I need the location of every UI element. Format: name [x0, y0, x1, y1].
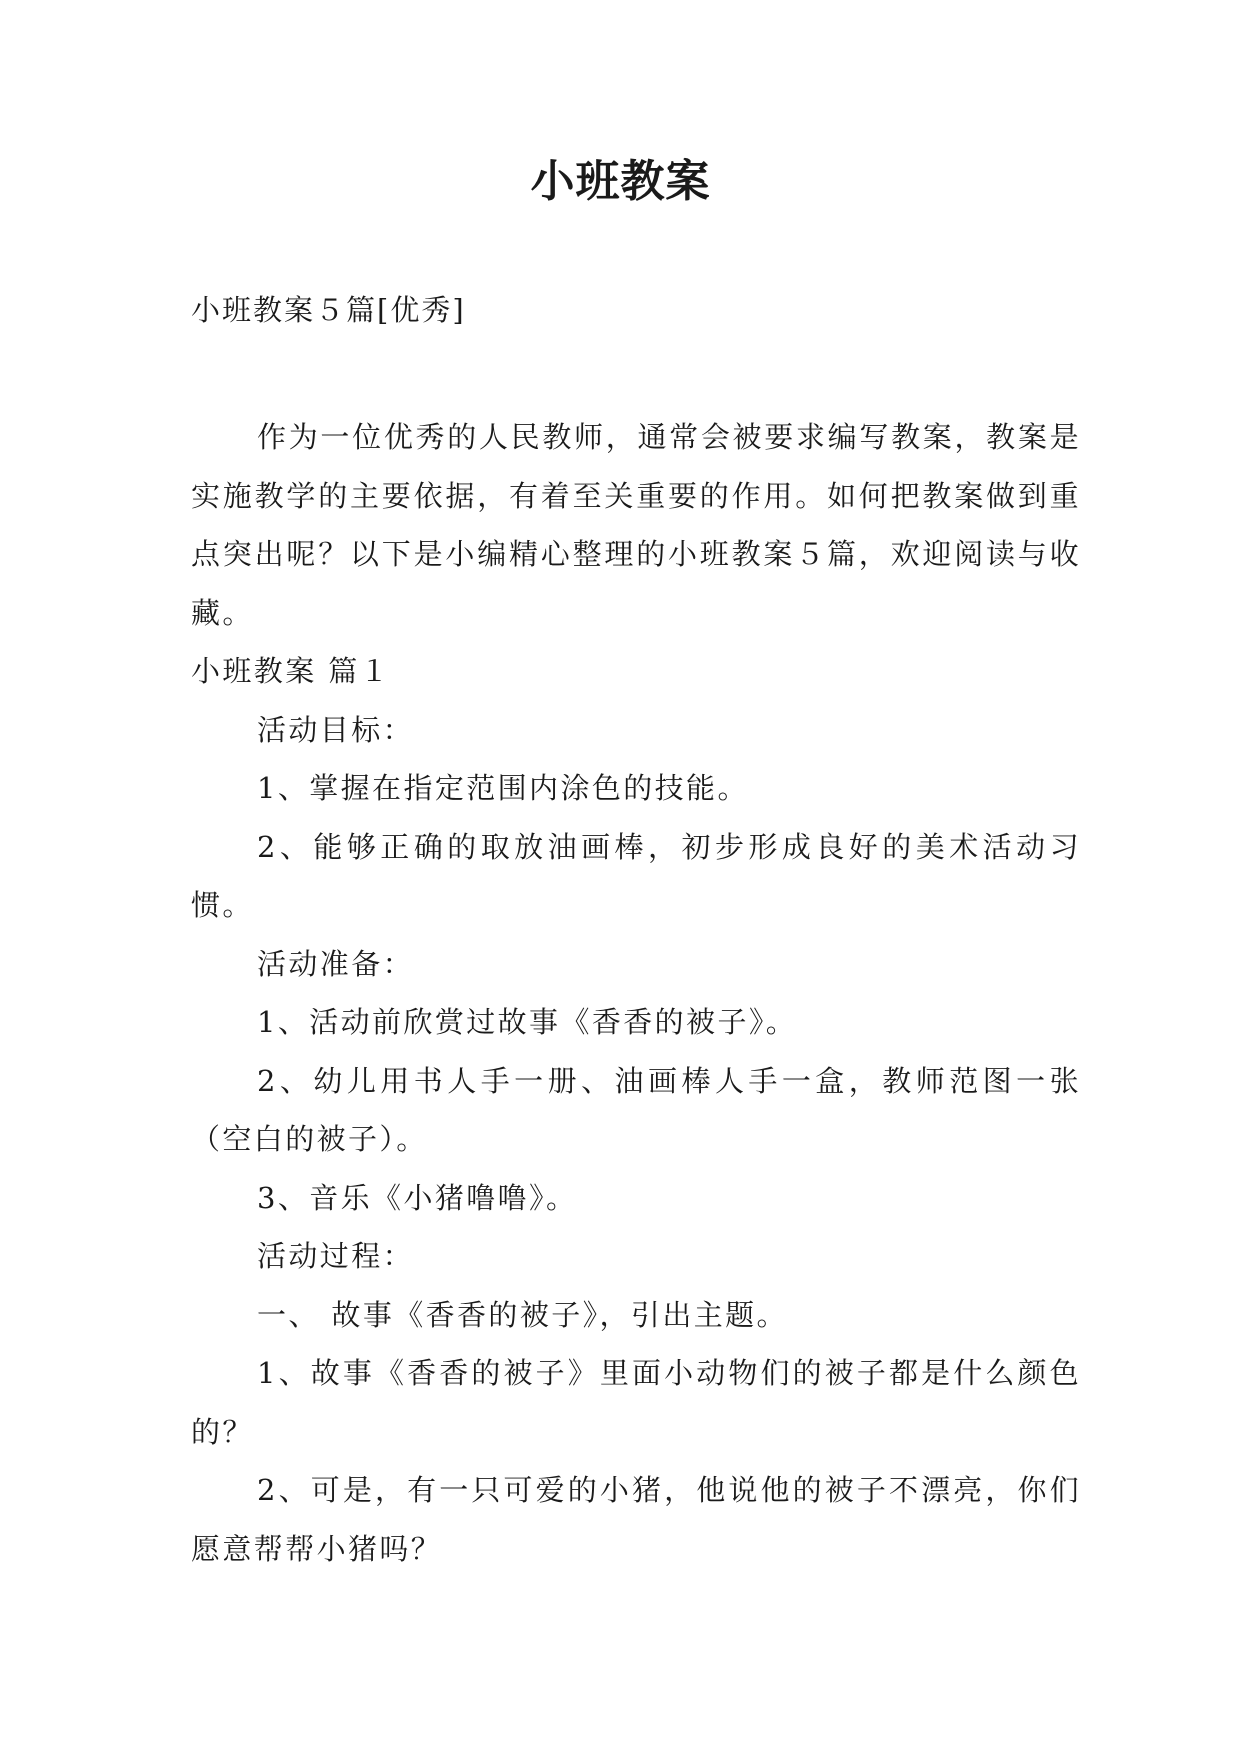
preparation-item: 2、幼儿用书人手一册、油画棒人手一盒，教师范图一张（空白的被子）。: [191, 1063, 1081, 1156]
activity-goals-heading: 活动目标：: [257, 712, 415, 747]
process-item: 2、可是，有一只可爱的小猪，他说他的被子不漂亮，你们愿意帮帮小猪吗？: [191, 1473, 1081, 1566]
preparation-item: 3、音乐《小猪噜噜》。: [257, 1180, 578, 1215]
document-subtitle: 小班教案５篇[优秀]: [191, 293, 466, 327]
goal-item: 2、能够正确的取放油画棒，初步形成良好的美术活动习惯。: [191, 829, 1081, 922]
goal-item: 1、掌握在指定范围内涂色的技能。: [257, 771, 749, 805]
document-body: [191, 408, 1081, 1578]
activity-preparation-heading: 活动准备：: [257, 946, 415, 981]
document-title: 小班教案: [530, 156, 711, 207]
process-item: 1、故事《香香的被子》里面小动物们的被子都是什么颜色的？: [191, 1356, 1081, 1449]
preparation-item: 1、活动前欣赏过故事《香香的被子》。: [257, 1005, 798, 1039]
process-step: 一、 故事《香香的被子》，引出主题。: [257, 1297, 788, 1332]
activity-process-heading: 活动过程：: [257, 1239, 415, 1273]
section-heading: 小班教案 篇１: [191, 654, 392, 688]
intro-paragraph: 作为一位优秀的人民教师，通常会被要求编写教案，教案是实施教学的主要依据，有着至关重要的作用。如何把教案做到重点突出呢？以下是小编精心整理的小班教案５篇，欢迎阅读与收藏。: [191, 420, 1081, 630]
